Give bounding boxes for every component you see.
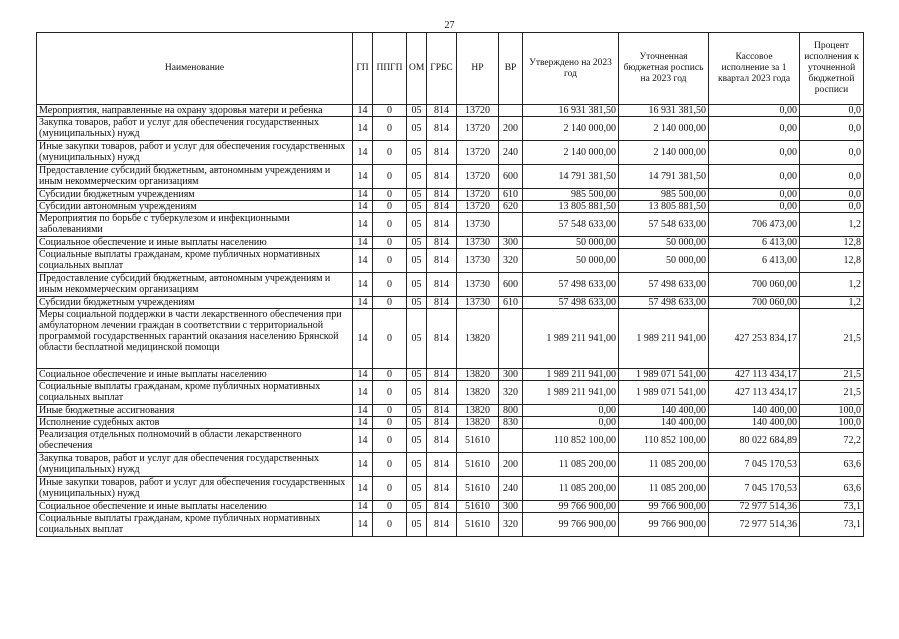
row-refined: 11 085 200,00 bbox=[619, 453, 709, 477]
row-ppgp: 0 bbox=[373, 105, 407, 117]
row-approved: 0,00 bbox=[523, 417, 619, 429]
row-cash: 7 045 170,53 bbox=[709, 477, 800, 501]
header-vr: ВР bbox=[499, 33, 523, 105]
row-vr: 200 bbox=[499, 117, 523, 141]
header-cash: Кассовое исполнение за 1 квартал 2023 года bbox=[709, 33, 800, 105]
row-refined: 57 548 633,00 bbox=[619, 213, 709, 237]
row-np: 13720 bbox=[457, 105, 499, 117]
row-np: 51610 bbox=[457, 477, 499, 501]
table-row bbox=[37, 189, 864, 201]
budget-table bbox=[36, 32, 864, 537]
row-ppgp: 0 bbox=[373, 213, 407, 237]
table-row bbox=[37, 297, 864, 309]
row-gp: 14 bbox=[353, 453, 373, 477]
row-cash: 700 060,00 bbox=[709, 297, 800, 309]
table-row bbox=[37, 405, 864, 417]
row-om: 05 bbox=[407, 429, 427, 453]
row-approved: 13 805 881,50 bbox=[523, 201, 619, 213]
row-gp: 14 bbox=[353, 429, 373, 453]
row-approved: 50 000,00 bbox=[523, 249, 619, 273]
row-name: Субсидии автономным учреждениям bbox=[37, 201, 353, 213]
row-percent: 1,2 bbox=[800, 297, 864, 309]
row-percent: 12,8 bbox=[800, 237, 864, 249]
row-approved: 57 548 633,00 bbox=[523, 213, 619, 237]
row-gp: 14 bbox=[353, 249, 373, 273]
table-row bbox=[37, 201, 864, 213]
header-name: Наименование bbox=[37, 33, 353, 105]
row-name: Социальные выплаты гражданам, кроме публичных нормативных социальных выплат bbox=[37, 249, 353, 273]
row-gp: 14 bbox=[353, 201, 373, 213]
row-percent: 100,0 bbox=[800, 417, 864, 429]
row-refined: 1 989 071 541,00 bbox=[619, 381, 709, 405]
row-approved: 11 085 200,00 bbox=[523, 453, 619, 477]
row-np: 51610 bbox=[457, 501, 499, 513]
row-name: Предоставление субсидий бюджетным, автономным учреждениям и иным некоммерческим организациям bbox=[37, 273, 353, 297]
row-refined: 57 498 633,00 bbox=[619, 273, 709, 297]
row-name: Иные закупки товаров, работ и услуг для обеспечения государственных (муниципальных) нужд bbox=[37, 477, 353, 501]
header-om: ОМ bbox=[407, 33, 427, 105]
row-ppgp: 0 bbox=[373, 405, 407, 417]
row-np: 13730 bbox=[457, 297, 499, 309]
row-om: 05 bbox=[407, 105, 427, 117]
row-np: 13820 bbox=[457, 309, 499, 369]
row-percent: 63,6 bbox=[800, 477, 864, 501]
row-percent: 72,2 bbox=[800, 429, 864, 453]
row-cash: 427 113 434,17 bbox=[709, 381, 800, 405]
row-name: Мероприятия, направленные на охрану здоровья матери и ребенка bbox=[37, 105, 353, 117]
row-approved: 16 931 381,50 bbox=[523, 105, 619, 117]
row-vr: 830 bbox=[499, 417, 523, 429]
row-percent: 73,1 bbox=[800, 513, 864, 537]
row-ppgp: 0 bbox=[373, 381, 407, 405]
row-np: 13730 bbox=[457, 213, 499, 237]
row-grbs: 814 bbox=[427, 309, 457, 369]
row-name: Реализация отдельных полномочий в области лекарственного обеспечения bbox=[37, 429, 353, 453]
row-approved: 14 791 381,50 bbox=[523, 165, 619, 189]
row-ppgp: 0 bbox=[373, 273, 407, 297]
row-grbs: 814 bbox=[427, 273, 457, 297]
row-np: 13730 bbox=[457, 237, 499, 249]
row-name: Субсидии бюджетным учреждениям bbox=[37, 297, 353, 309]
row-vr bbox=[499, 213, 523, 237]
row-cash: 7 045 170,53 bbox=[709, 453, 800, 477]
row-cash: 0,00 bbox=[709, 117, 800, 141]
row-grbs: 814 bbox=[427, 501, 457, 513]
row-approved: 57 498 633,00 bbox=[523, 297, 619, 309]
row-grbs: 814 bbox=[427, 513, 457, 537]
table-row bbox=[37, 165, 864, 189]
row-cash: 72 977 514,36 bbox=[709, 513, 800, 537]
row-percent: 0,0 bbox=[800, 141, 864, 165]
row-ppgp: 0 bbox=[373, 189, 407, 201]
row-name: Иные закупки товаров, работ и услуг для обеспечения государственных (муниципальных) нужд bbox=[37, 141, 353, 165]
row-vr: 610 bbox=[499, 297, 523, 309]
row-ppgp: 0 bbox=[373, 201, 407, 213]
row-approved: 57 498 633,00 bbox=[523, 273, 619, 297]
row-refined: 50 000,00 bbox=[619, 249, 709, 273]
row-np: 13720 bbox=[457, 117, 499, 141]
row-approved: 50 000,00 bbox=[523, 237, 619, 249]
row-refined: 110 852 100,00 bbox=[619, 429, 709, 453]
row-om: 05 bbox=[407, 309, 427, 369]
row-om: 05 bbox=[407, 273, 427, 297]
row-gp: 14 bbox=[353, 165, 373, 189]
row-np: 13730 bbox=[457, 273, 499, 297]
row-name: Социальное обеспечение и иные выплаты населению bbox=[37, 237, 353, 249]
row-gp: 14 bbox=[353, 501, 373, 513]
row-ppgp: 0 bbox=[373, 141, 407, 165]
row-refined: 13 805 881,50 bbox=[619, 201, 709, 213]
row-vr: 320 bbox=[499, 381, 523, 405]
row-cash: 427 253 834,17 bbox=[709, 309, 800, 369]
row-name: Социальные выплаты гражданам, кроме публичных нормативных социальных выплат bbox=[37, 381, 353, 405]
row-vr bbox=[499, 429, 523, 453]
row-percent: 0,0 bbox=[800, 105, 864, 117]
row-vr bbox=[499, 105, 523, 117]
row-ppgp: 0 bbox=[373, 513, 407, 537]
row-om: 05 bbox=[407, 237, 427, 249]
row-vr: 200 bbox=[499, 453, 523, 477]
row-om: 05 bbox=[407, 501, 427, 513]
row-percent: 21,5 bbox=[800, 309, 864, 369]
row-om: 05 bbox=[407, 165, 427, 189]
row-np: 13820 bbox=[457, 417, 499, 429]
row-vr: 610 bbox=[499, 189, 523, 201]
row-percent: 21,5 bbox=[800, 381, 864, 405]
row-gp: 14 bbox=[353, 189, 373, 201]
row-name: Исполнение судебных актов bbox=[37, 417, 353, 429]
row-approved: 1 989 211 941,00 bbox=[523, 309, 619, 369]
table-row bbox=[37, 369, 864, 381]
table-row bbox=[37, 453, 864, 477]
row-vr: 300 bbox=[499, 237, 523, 249]
row-grbs: 814 bbox=[427, 405, 457, 417]
row-ppgp: 0 bbox=[373, 369, 407, 381]
row-om: 05 bbox=[407, 141, 427, 165]
row-grbs: 814 bbox=[427, 213, 457, 237]
row-percent: 0,0 bbox=[800, 117, 864, 141]
row-percent: 0,0 bbox=[800, 189, 864, 201]
row-cash: 6 413,00 bbox=[709, 249, 800, 273]
row-gp: 14 bbox=[353, 417, 373, 429]
row-gp: 14 bbox=[353, 141, 373, 165]
row-ppgp: 0 bbox=[373, 117, 407, 141]
row-np: 51610 bbox=[457, 453, 499, 477]
row-name: Социальное обеспечение и иные выплаты населению bbox=[37, 369, 353, 381]
row-name: Субсидии бюджетным учреждениям bbox=[37, 189, 353, 201]
row-grbs: 814 bbox=[427, 369, 457, 381]
row-percent: 63,6 bbox=[800, 453, 864, 477]
row-refined: 140 400,00 bbox=[619, 417, 709, 429]
row-cash: 706 473,00 bbox=[709, 213, 800, 237]
row-cash: 0,00 bbox=[709, 165, 800, 189]
row-gp: 14 bbox=[353, 381, 373, 405]
row-approved: 11 085 200,00 bbox=[523, 477, 619, 501]
table-row bbox=[37, 417, 864, 429]
row-name: Социальные выплаты гражданам, кроме публичных нормативных социальных выплат bbox=[37, 513, 353, 537]
row-gp: 14 bbox=[353, 213, 373, 237]
row-ppgp: 0 bbox=[373, 501, 407, 513]
row-cash: 6 413,00 bbox=[709, 237, 800, 249]
row-name: Закупка товаров, работ и услуг для обеспечения государственных (муниципальных) нужд bbox=[37, 117, 353, 141]
row-np: 13720 bbox=[457, 201, 499, 213]
table-row bbox=[37, 501, 864, 513]
row-ppgp: 0 bbox=[373, 237, 407, 249]
row-refined: 1 989 071 541,00 bbox=[619, 369, 709, 381]
row-gp: 14 bbox=[353, 405, 373, 417]
page-number: 27 bbox=[444, 20, 455, 31]
row-np: 13820 bbox=[457, 369, 499, 381]
row-refined: 50 000,00 bbox=[619, 237, 709, 249]
table-row bbox=[37, 429, 864, 453]
row-np: 13820 bbox=[457, 405, 499, 417]
row-cash: 427 113 434,17 bbox=[709, 369, 800, 381]
row-cash: 0,00 bbox=[709, 141, 800, 165]
row-refined: 99 766 900,00 bbox=[619, 501, 709, 513]
row-np: 13820 bbox=[457, 381, 499, 405]
row-refined: 57 498 633,00 bbox=[619, 297, 709, 309]
row-grbs: 814 bbox=[427, 201, 457, 213]
row-grbs: 814 bbox=[427, 105, 457, 117]
row-om: 05 bbox=[407, 405, 427, 417]
row-percent: 21,5 bbox=[800, 369, 864, 381]
row-vr: 240 bbox=[499, 477, 523, 501]
row-approved: 110 852 100,00 bbox=[523, 429, 619, 453]
row-vr: 300 bbox=[499, 501, 523, 513]
row-ppgp: 0 bbox=[373, 165, 407, 189]
row-grbs: 814 bbox=[427, 453, 457, 477]
row-approved: 99 766 900,00 bbox=[523, 501, 619, 513]
row-ppgp: 0 bbox=[373, 417, 407, 429]
table-row bbox=[37, 249, 864, 273]
row-approved: 2 140 000,00 bbox=[523, 141, 619, 165]
row-vr: 600 bbox=[499, 165, 523, 189]
row-cash: 80 022 684,89 bbox=[709, 429, 800, 453]
row-gp: 14 bbox=[353, 273, 373, 297]
row-refined: 985 500,00 bbox=[619, 189, 709, 201]
row-grbs: 814 bbox=[427, 417, 457, 429]
table-row bbox=[37, 237, 864, 249]
row-name: Предоставление субсидий бюджетным, автономным учреждениям и иным некоммерческим организациям bbox=[37, 165, 353, 189]
table-row bbox=[37, 477, 864, 501]
table-row bbox=[37, 117, 864, 141]
row-approved: 2 140 000,00 bbox=[523, 117, 619, 141]
row-cash: 700 060,00 bbox=[709, 273, 800, 297]
row-cash: 140 400,00 bbox=[709, 405, 800, 417]
row-percent: 12,8 bbox=[800, 249, 864, 273]
row-vr bbox=[499, 309, 523, 369]
row-np: 13720 bbox=[457, 189, 499, 201]
row-ppgp: 0 bbox=[373, 429, 407, 453]
row-grbs: 814 bbox=[427, 165, 457, 189]
row-approved: 99 766 900,00 bbox=[523, 513, 619, 537]
row-refined: 140 400,00 bbox=[619, 405, 709, 417]
row-name: Иные бюджетные ассигнования bbox=[37, 405, 353, 417]
row-name: Закупка товаров, работ и услуг для обеспечения государственных (муниципальных) нужд bbox=[37, 453, 353, 477]
row-cash: 72 977 514,36 bbox=[709, 501, 800, 513]
row-vr: 600 bbox=[499, 273, 523, 297]
row-name: Мероприятия по борьбе с туберкулезом и инфекционными заболеваниями bbox=[37, 213, 353, 237]
row-percent: 73,1 bbox=[800, 501, 864, 513]
row-approved: 1 989 211 941,00 bbox=[523, 381, 619, 405]
row-ppgp: 0 bbox=[373, 453, 407, 477]
row-om: 05 bbox=[407, 453, 427, 477]
row-np: 13730 bbox=[457, 249, 499, 273]
row-ppgp: 0 bbox=[373, 297, 407, 309]
row-om: 05 bbox=[407, 297, 427, 309]
row-ppgp: 0 bbox=[373, 309, 407, 369]
row-gp: 14 bbox=[353, 477, 373, 501]
row-om: 05 bbox=[407, 213, 427, 237]
row-grbs: 814 bbox=[427, 249, 457, 273]
table-row bbox=[37, 141, 864, 165]
row-approved: 0,00 bbox=[523, 405, 619, 417]
row-vr: 240 bbox=[499, 141, 523, 165]
table-row bbox=[37, 309, 864, 369]
header-gp: ГП bbox=[353, 33, 373, 105]
row-refined: 11 085 200,00 bbox=[619, 477, 709, 501]
row-percent: 100,0 bbox=[800, 405, 864, 417]
table-row bbox=[37, 105, 864, 117]
row-cash: 0,00 bbox=[709, 105, 800, 117]
table-header-row bbox=[37, 33, 864, 105]
row-grbs: 814 bbox=[427, 381, 457, 405]
row-refined: 1 989 211 941,00 bbox=[619, 309, 709, 369]
row-np: 13720 bbox=[457, 165, 499, 189]
row-vr: 620 bbox=[499, 201, 523, 213]
row-grbs: 814 bbox=[427, 477, 457, 501]
row-np: 51610 bbox=[457, 429, 499, 453]
table-row bbox=[37, 213, 864, 237]
row-gp: 14 bbox=[353, 309, 373, 369]
header-grbs: ГРБС bbox=[427, 33, 457, 105]
row-cash: 140 400,00 bbox=[709, 417, 800, 429]
row-om: 05 bbox=[407, 249, 427, 273]
row-grbs: 814 bbox=[427, 117, 457, 141]
row-grbs: 814 bbox=[427, 141, 457, 165]
row-percent: 1,2 bbox=[800, 213, 864, 237]
row-name: Меры социальной поддержки в части лекарственного обеспечения при амбулаторном лечении граждан в соответствии с территориальной программой государственных гарантий оказания населению Брянской области бесплатной медицинской помощи bbox=[37, 309, 353, 369]
row-approved: 985 500,00 bbox=[523, 189, 619, 201]
row-gp: 14 bbox=[353, 237, 373, 249]
row-gp: 14 bbox=[353, 105, 373, 117]
header-np: НР bbox=[457, 33, 499, 105]
row-name: Социальное обеспечение и иные выплаты населению bbox=[37, 501, 353, 513]
row-gp: 14 bbox=[353, 369, 373, 381]
row-grbs: 814 bbox=[427, 429, 457, 453]
row-refined: 99 766 900,00 bbox=[619, 513, 709, 537]
row-gp: 14 bbox=[353, 297, 373, 309]
row-ppgp: 0 bbox=[373, 249, 407, 273]
row-np: 51610 bbox=[457, 513, 499, 537]
row-om: 05 bbox=[407, 201, 427, 213]
row-refined: 16 931 381,50 bbox=[619, 105, 709, 117]
row-refined: 2 140 000,00 bbox=[619, 141, 709, 165]
table-row bbox=[37, 273, 864, 297]
row-om: 05 bbox=[407, 369, 427, 381]
header-refined: Уточненная бюджетная роспись на 2023 год bbox=[619, 33, 709, 105]
row-ppgp: 0 bbox=[373, 477, 407, 501]
row-grbs: 814 bbox=[427, 237, 457, 249]
table-body bbox=[37, 105, 864, 537]
header-percent: Процент исполнения к уточненной бюджетной росписи bbox=[800, 33, 864, 105]
header-approved: Утверждено на 2023 год bbox=[523, 33, 619, 105]
row-om: 05 bbox=[407, 477, 427, 501]
row-approved: 1 989 211 941,00 bbox=[523, 369, 619, 381]
row-vr: 800 bbox=[499, 405, 523, 417]
row-vr: 320 bbox=[499, 249, 523, 273]
row-om: 05 bbox=[407, 381, 427, 405]
row-gp: 14 bbox=[353, 117, 373, 141]
row-np: 13720 bbox=[457, 141, 499, 165]
row-gp: 14 bbox=[353, 513, 373, 537]
row-percent: 1,2 bbox=[800, 273, 864, 297]
row-refined: 14 791 381,50 bbox=[619, 165, 709, 189]
row-vr: 300 bbox=[499, 369, 523, 381]
row-grbs: 814 bbox=[427, 297, 457, 309]
row-om: 05 bbox=[407, 189, 427, 201]
header-ppgp: ППГП bbox=[373, 33, 407, 105]
row-grbs: 814 bbox=[427, 189, 457, 201]
table-row bbox=[37, 381, 864, 405]
row-om: 05 bbox=[407, 513, 427, 537]
table-row bbox=[37, 513, 864, 537]
row-om: 05 bbox=[407, 117, 427, 141]
row-refined: 2 140 000,00 bbox=[619, 117, 709, 141]
row-om: 05 bbox=[407, 417, 427, 429]
row-cash: 0,00 bbox=[709, 201, 800, 213]
row-percent: 0,0 bbox=[800, 201, 864, 213]
row-vr: 320 bbox=[499, 513, 523, 537]
row-cash: 0,00 bbox=[709, 189, 800, 201]
row-percent: 0,0 bbox=[800, 165, 864, 189]
